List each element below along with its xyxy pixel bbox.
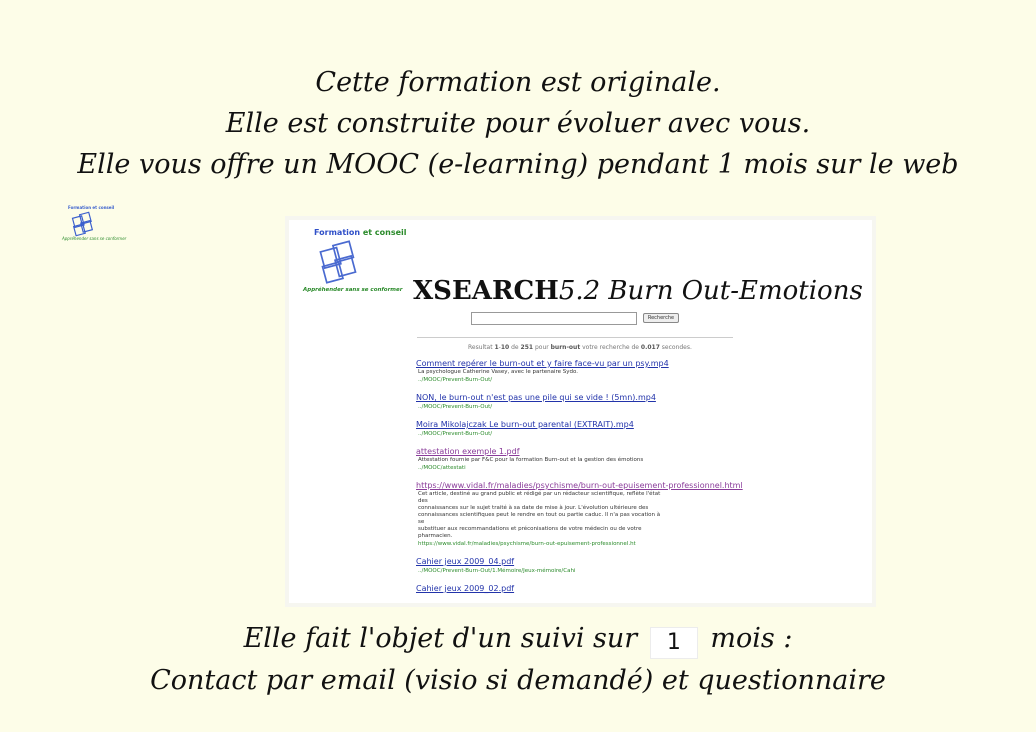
- squares-logo-icon: [315, 239, 363, 285]
- result-title-link[interactable]: Cahier jeux 2009_04.pdf: [416, 557, 515, 566]
- result-url: ../MOOC/Prevent-Burn-Out/1.Mémoire/Jeux-mémoire/Cahi: [418, 568, 576, 574]
- brand-part-1: Formation: [314, 228, 361, 237]
- result-url: ../MOOC/Prevent-Burn-Out/: [418, 377, 493, 383]
- results-stats: Resultat 1-10 de 251 pour burn-out votre recherche de 0.017 secondes.: [468, 344, 692, 351]
- months-field[interactable]: 1: [650, 627, 698, 659]
- divider: [417, 337, 733, 338]
- search-button[interactable]: Recherche: [643, 313, 679, 323]
- title-italic: 5.2 Burn Out-Emotions: [558, 276, 863, 306]
- result-snippet: Attestation fournie par F&C pour la formation Burn-out et la gestion des émotions: [418, 457, 644, 463]
- search-input[interactable]: [471, 312, 637, 325]
- result-item: [416, 446, 856, 472]
- result-title-link[interactable]: NON, le burn-out n'est pas une pile qui se vide ! (5mn).mp4: [416, 393, 656, 402]
- slogan-text: Appréhender sans se conformer: [303, 287, 403, 293]
- small-logo-brand: Formation et conseil: [68, 205, 115, 210]
- intro-line-1: Cette formation est originale.: [315, 67, 721, 98]
- result-snippet: Cet article, destiné au grand public et rédigé par un rédacteur scientifique, reflète l'état des connaissances sur le sujet traité à sa date de mise à jour. L'évolution ultérieure des connaissances scientifiques peut le rendre en tout ou partie caduc. Il n'a pas vocation à se substituer aux recommandations et préconisations de votre médecin ou de votre pharmacien.: [418, 491, 661, 539]
- result-item: [416, 480, 856, 548]
- result-item: [416, 358, 856, 384]
- brand-part-2: et conseil: [360, 228, 407, 237]
- results-list: [416, 358, 856, 602]
- brand-text: [314, 228, 407, 237]
- result-title-link[interactable]: Moira Mikolajczak Le burn-out parental (EXTRAIT).mp4: [416, 420, 634, 429]
- result-url: https://www.vidal.fr/maladies/psychisme/burn-out-epuisement-professionnel.ht: [418, 541, 636, 547]
- result-snippet: La psychologue Catherine Vasey, avec le partenaire Sydo.: [418, 369, 579, 375]
- intro-line-3: Elle vous offre un MOOC (e-learning) pendant 1 mois sur le web: [77, 149, 959, 180]
- intro-line-2: Elle est construite pour évoluer avec vous.: [225, 108, 811, 139]
- title-bold: XSEARCH: [413, 276, 559, 306]
- result-title-link[interactable]: Cahier jeux 2009_02.pdf: [416, 584, 515, 593]
- result-url: ../MOOC/Prevent-Burn-Out/: [418, 404, 493, 410]
- result-url: ../MOOC/Prevent-Burn-Out/: [418, 431, 493, 437]
- outro-line-1: [0, 618, 1036, 660]
- outro-line-1-after: mois :: [710, 623, 793, 654]
- small-logo-slogan: Appréhender sans se conformer: [62, 236, 127, 241]
- squares-logo-icon: [69, 211, 97, 237]
- result-title-link[interactable]: attestation exemple 1.pdf: [416, 447, 520, 456]
- result-item: [416, 392, 856, 411]
- result-item: [416, 556, 856, 575]
- outro-line-2: Contact par email (visio si demandé) et questionnaire: [150, 665, 886, 696]
- result-url: ../MOOC/attestati: [418, 465, 466, 471]
- outro-line-1-before: Elle fait l'objet d'un suivi sur: [243, 623, 638, 654]
- outro-text: [0, 618, 1036, 702]
- small-logo: [62, 205, 127, 243]
- intro-text: [0, 62, 1036, 185]
- result-title-link[interactable]: Comment repérer le burn-out et y faire face-vu par un psy.mp4: [416, 359, 669, 368]
- search-screenshot: [289, 220, 872, 603]
- result-item: [416, 583, 856, 594]
- result-title-link[interactable]: https://www.vidal.fr/maladies/psychisme/burn-out-epuisement-professionnel.html: [416, 481, 743, 490]
- page-title: [413, 276, 863, 306]
- result-item: [416, 419, 856, 438]
